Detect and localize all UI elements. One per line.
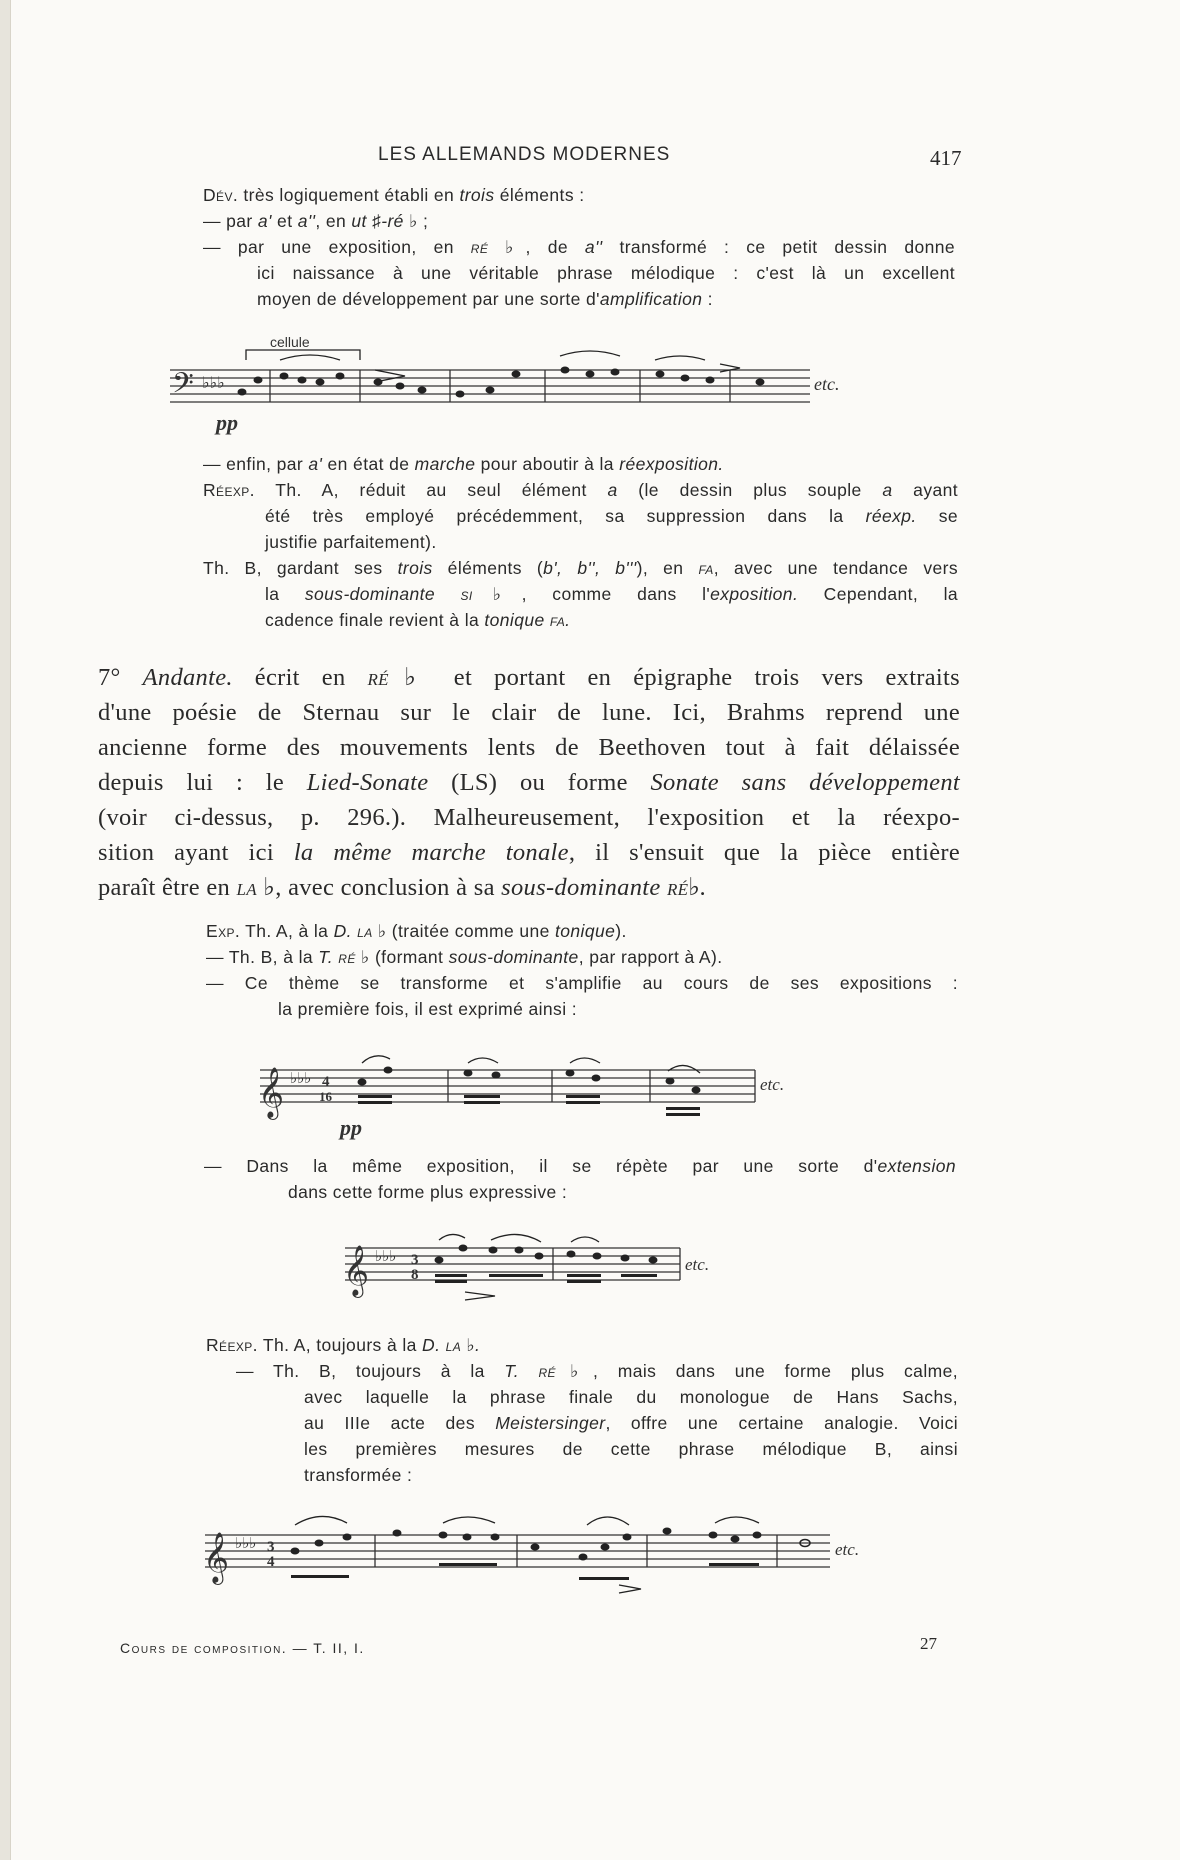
text-italic: D. <box>333 921 352 941</box>
text: dans cette forme plus expressive : <box>288 1182 568 1202</box>
text-italic: ut ♯-ré ♭ <box>351 211 418 231</box>
time-signature-top: 3 <box>267 1539 275 1555</box>
text-italic: la ♭ <box>236 874 276 901</box>
text-italic: fa. <box>544 610 571 630</box>
text: (traitée comme une <box>386 921 556 941</box>
text-line <box>98 660 960 695</box>
text-italic: amplification <box>599 289 703 309</box>
text: (LS) ou forme <box>428 769 651 796</box>
text-italic: la même marche tonale <box>293 839 569 866</box>
text: , en <box>315 211 352 231</box>
text-line <box>265 581 958 607</box>
text-italic: ré♭ <box>367 664 432 691</box>
treble-clef-icon: 𝄞 <box>203 1532 230 1583</box>
dynamic-marking: pp <box>340 1115 362 1140</box>
time-signature-top: 3 <box>411 1252 419 1268</box>
etc-label: etc. <box>835 1540 860 1559</box>
text: , avec conclusion à sa <box>275 874 502 901</box>
text: ). <box>615 921 627 941</box>
text: se <box>916 506 958 526</box>
dev-paragraph <box>203 182 955 312</box>
text-italic: b', b'', b''' <box>543 558 637 578</box>
text-italic: trois <box>397 558 433 578</box>
text-italic: a' <box>257 211 272 231</box>
text-italic: ré ♭ <box>470 237 526 257</box>
text: les premières mesures de cette phrase mélodique B, ainsi <box>304 1439 958 1459</box>
text-line <box>203 477 958 503</box>
text-italic: Meistersinger <box>495 1413 606 1433</box>
text: , mais dans une forme plus calme, <box>593 1361 958 1381</box>
footer-text: Cours de composition. — T. II, I. <box>120 1640 365 1656</box>
svg-text:♭♭♭: ♭♭♭ <box>290 1071 312 1087</box>
text-italic: a <box>607 480 618 500</box>
page-edge <box>0 0 11 1860</box>
text: Th. A, réduit au seul élément <box>254 480 608 500</box>
text-italic: D. <box>422 1335 441 1355</box>
text-italic: T. <box>318 947 334 967</box>
text-italic: a'' <box>297 211 316 231</box>
text-line <box>304 1462 958 1488</box>
text-line <box>304 1384 958 1410</box>
text: Th. B, gardant ses <box>203 558 398 578</box>
text: la première fois, il est exprimé ainsi : <box>278 999 578 1019</box>
footer-signature <box>120 1640 365 1656</box>
text-line <box>236 1358 958 1384</box>
text-line <box>98 800 960 835</box>
text-line <box>288 1179 956 1205</box>
text-italic: exposition. <box>710 584 799 604</box>
text: pour aboutir à la <box>475 454 620 474</box>
running-title: LES ALLEMANDS MODERNES <box>378 144 671 165</box>
running-header <box>0 144 1180 174</box>
text-italic: a <box>882 480 893 500</box>
text-line <box>98 730 960 765</box>
svg-text:♭♭♭: ♭♭♭ <box>235 1536 257 1552</box>
text: ayant <box>892 480 958 500</box>
text: avec laquelle la phrase finale du monologue de Hans Sachs, <box>304 1387 958 1407</box>
text: — Th. B, toujours à la <box>236 1361 505 1381</box>
text-italic: Andante. <box>142 664 233 691</box>
text: — par <box>203 211 258 231</box>
text-italic: la ♭ <box>351 921 387 941</box>
text: — Th. B, à la <box>206 947 319 967</box>
text: paraît être en <box>98 874 237 901</box>
abbrev: Exp. <box>206 921 241 941</box>
text-line <box>98 870 960 905</box>
text: éléments ( <box>432 558 544 578</box>
text: été très employé précédemment, sa suppression dans la <box>265 506 866 526</box>
text: très logiquement établi en <box>238 185 460 205</box>
text-line <box>206 944 958 970</box>
text: éléments : <box>494 185 585 205</box>
text-line <box>257 286 955 312</box>
staff-svg <box>195 1505 915 1595</box>
time-signature-top: 4 <box>322 1074 330 1090</box>
treble-clef-icon: 𝄞 <box>343 1245 370 1296</box>
text-line <box>98 835 960 870</box>
bass-clef-icon: 𝄢 <box>172 367 194 407</box>
text-line <box>98 695 960 730</box>
text-line <box>265 529 958 555</box>
text: transformée : <box>304 1465 413 1485</box>
text-italic: T. <box>504 1361 519 1381</box>
dans-paragraph <box>204 1153 956 1205</box>
text-italic: sous-dominante <box>304 584 435 604</box>
text: et portant en épigraphe trois vers extraits <box>431 664 960 691</box>
text: (le dessin plus souple <box>617 480 883 500</box>
text-italic: si♭ <box>435 584 522 604</box>
text: : <box>702 289 713 309</box>
text: , il s'ensuit que la pièce entière <box>568 839 961 866</box>
staff-svg <box>250 1045 810 1145</box>
text: (formant <box>369 947 449 967</box>
text: Th. A, à la <box>240 921 334 941</box>
text-italic: a' <box>308 454 323 474</box>
text-italic: ré♭. <box>660 874 707 901</box>
text-italic: réexp. <box>865 506 917 526</box>
text: (voir ci-dessus, p. 296.). Malheureusement, l'exposition et la réexpo- <box>98 804 960 831</box>
text: au IIIe acte des <box>304 1413 496 1433</box>
text: , avec une tendance vers <box>713 558 958 578</box>
text: en état de <box>322 454 415 474</box>
text: ancienne forme des mouvements lents de Beethoven tout à fait délaissée <box>98 734 960 761</box>
music-example-2 <box>250 1045 810 1145</box>
cellule-label: cellule <box>270 334 310 350</box>
text-line <box>304 1436 958 1462</box>
text: sition ayant ici <box>98 839 294 866</box>
text: — Dans la même exposition, il se répète par une sorte d' <box>204 1156 878 1176</box>
text-line <box>203 234 955 260</box>
text-line <box>203 208 955 234</box>
text-line <box>304 1410 958 1436</box>
reexp2-paragraph <box>206 1332 958 1488</box>
text-line <box>98 765 960 800</box>
text: ), en <box>636 558 699 578</box>
text: — Ce thème se transforme et s'amplifie au cours de ses expositions : <box>206 973 958 993</box>
text-italic: sous-dominante <box>448 947 579 967</box>
text: transformé : ce petit dessin donne <box>602 237 955 257</box>
text-line <box>257 260 955 286</box>
text-italic: marche <box>414 454 476 474</box>
text: , offre une certaine analogie. Voici <box>605 1413 959 1433</box>
text-italic: tonique <box>484 610 545 630</box>
abbrev: Réexp. <box>206 1335 258 1355</box>
text: — enfin, par <box>203 454 309 474</box>
text-line <box>204 1153 956 1179</box>
dynamic-marking: pp <box>216 410 238 435</box>
text-line <box>206 1332 958 1358</box>
text-italic: ré ♭ <box>333 947 370 967</box>
time-signature-bottom: 4 <box>267 1554 275 1570</box>
text-line <box>265 503 958 529</box>
text-line <box>203 182 955 208</box>
text-italic: sous-dominante <box>501 874 661 901</box>
exp-paragraph <box>206 918 958 1022</box>
text: — par une exposition, en <box>203 237 471 257</box>
text-italic: Sonate sans développement <box>650 769 960 796</box>
staff-svg <box>335 1228 735 1308</box>
text-line <box>278 996 958 1022</box>
abbrev: Dév. <box>203 185 239 205</box>
text: justifie parfaitement). <box>265 532 437 552</box>
text-line <box>206 918 958 944</box>
svg-text:♭♭♭: ♭♭♭ <box>202 373 225 392</box>
signature-number: 27 <box>920 1634 937 1653</box>
text: écrit en <box>232 664 368 691</box>
text: depuis lui : le <box>98 769 307 796</box>
text: , par rapport à A). <box>578 947 723 967</box>
text: 7° <box>98 664 143 691</box>
music-example-3 <box>335 1228 735 1308</box>
text: Th. A, toujours à la <box>257 1335 423 1355</box>
text-italic: extension <box>877 1156 956 1176</box>
text: , de <box>525 237 585 257</box>
time-signature-bottom: 16 <box>319 1089 332 1104</box>
text-line <box>206 970 958 996</box>
text-italic: a'' <box>584 237 603 257</box>
text: et <box>271 211 298 231</box>
text-line <box>203 451 958 477</box>
svg-text:♭♭♭: ♭♭♭ <box>375 1249 397 1265</box>
abbrev: Réexp. <box>203 480 255 500</box>
etc-label: etc. <box>760 1075 785 1094</box>
text: d'une poésie de Sternau sur le clair de lune. Ici, Brahms reprend une <box>98 699 960 726</box>
music-example-1 <box>160 330 880 442</box>
staff-svg <box>160 330 880 442</box>
text-line <box>203 555 958 581</box>
text-line <box>265 607 958 633</box>
reexp-paragraph <box>203 451 958 633</box>
text: moyen de développement par une sorte d' <box>257 289 600 309</box>
etc-label: etc. <box>814 374 840 394</box>
text-italic: la ♭. <box>440 1335 481 1355</box>
music-example-4 <box>195 1505 915 1595</box>
text-italic: Lied-Sonate <box>306 769 429 796</box>
text: cadence finale revient à la <box>265 610 485 630</box>
text: ici naissance à une véritable phrase mélodique : c'est là un excellent <box>257 263 955 283</box>
andante-paragraph <box>98 660 960 905</box>
time-signature-bottom: 8 <box>411 1267 419 1283</box>
text: , comme dans l' <box>521 584 711 604</box>
text-italic: fa <box>698 558 714 578</box>
text: Cependant, la <box>798 584 959 604</box>
text: la <box>265 584 305 604</box>
text: ; <box>417 211 429 231</box>
treble-clef-icon: 𝄞 <box>258 1067 285 1118</box>
text-italic: trois <box>459 185 495 205</box>
page-number: 417 <box>930 146 962 170</box>
text-italic: ré♭ <box>519 1361 594 1381</box>
etc-label: etc. <box>685 1255 710 1274</box>
text-italic: réexposition. <box>619 454 724 474</box>
text-italic: tonique <box>555 921 616 941</box>
